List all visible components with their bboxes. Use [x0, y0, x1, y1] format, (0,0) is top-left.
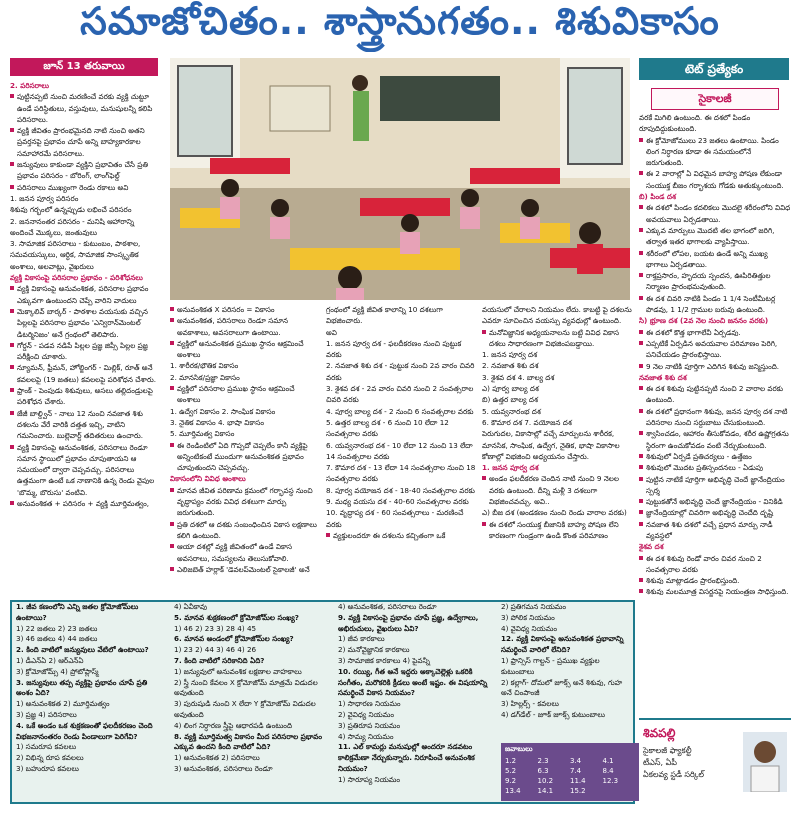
quiz-question: 1. జీవ కణంలోని ఎన్ని జతల క్రోమోజోమ్‌లు ఉంటాయి? [16, 602, 139, 622]
text-line: అండం ఫలదీకరణ చెందిన నాటి నుంచి 9 నెలల వరకు ఉంటుంది. దీన్ని మళ్లీ 3 దశలుగా విభజించవచ్చు. అవి.. [482, 473, 632, 507]
quiz-option: 1) ఫ్రాన్సిస్ గాల్టన్ - ప్రముఖ వ్యక్తుల కుటుంబాలు [501, 655, 600, 676]
answer-item: 12.3 [602, 777, 619, 785]
text-line: 2. నవజాత శిశు దశ - పుట్టుక నుంచి 2వ వారం చివరి వరకు [326, 361, 475, 382]
text-line: 2. మానసిక/ప్రజ్ఞా వికాసం [170, 372, 240, 382]
text-line: వయసులో చేరాలని నియమం లేదు. కాబట్టి పై దశలను ఎవరూ సూచించిన వయస్సు వ్యవధుల్లో ఉంటుంది. [482, 305, 632, 326]
answer-item: 1.2 [505, 757, 517, 765]
text-line: 9. మధ్య వయసు దశ - 40-60 సంవత్సరాల వరకు [326, 497, 469, 507]
text-line: ఈ రెండింటిలో ఏది గొప్పదో చెప్పలేం కానీ వ్యక్తిపై అన్నింటికంటే ముందుగా అనువంశికత ప్రభావం చూపుతుందని చెప్పవచ్చు. [170, 440, 320, 474]
quiz-option: 3) పురుషుడి నుంచి X లేదా Y క్రోమోజోమ్ విడుదల అవుతుంది [174, 699, 316, 719]
text-line: రాక్తప్రసారం, హృదయ స్పందన, ఊపిరితిత్తుల నిర్మాణం ప్రారంభమవుతుంది. [639, 270, 791, 293]
quiz-question: 9. వ్యక్తి వికాసంపై ప్రభావం చూపే ప్రజ్ఞ, ఉద్వేగాలు, అభిరుచులు, వైఖరులు ఏవి? [338, 612, 479, 633]
text-line: 10. వృద్ధాప్య దశ - 60 సంవత్సరాలు - మరణించే వరకు [326, 508, 464, 529]
quiz-question: 11. ఎల్ కామర్లు మనుషుల్లో అందరూ నడవటం కాలిక్రమేణా నేర్చుకున్నారు. నిరూపించే అనువంశిక నియమం? [338, 742, 475, 773]
quiz-column-4 [501, 602, 631, 740]
quiz-option: 1) అనువంశికత 2) మూర్తిమత్వం [16, 699, 110, 709]
author-institute: ఏకలవ్య స్టడీ సర్కిల్ [643, 770, 705, 779]
text-line: పుట్టుకతోనే అభివృద్ధి చెందే జ్ఞానేంద్రియం - వినికిడి [639, 496, 791, 507]
quiz-question: 8. వ్యక్తి మూర్తిమత్వ వికాసం మీద పరిసరాల ప్రభావం ఎక్కువ ఉందని కింది వాటిలో ఏది? [174, 731, 323, 752]
text-line: శిశువులో ఏర్పడే ప్రతిచర్యలు - ఉత్తేజం [639, 451, 791, 462]
quiz-question: 10. రయ్యి, గీత అనే ఇద్దరు అక్కాచెల్లెళ్లు ఒకరికి సంగీతం, మరొకరికి క్రీడలు అంటే ఇష్టం. ఈ విషయాన్ని సమర్థించే వికాస నియమం? [338, 666, 488, 698]
text-line: ఈ దశ శిశువు రెండో వారం చివర నుంచి 2 సంవత్సరాల వరకు [639, 553, 791, 576]
quiz-option: 1) సారూప్య నియమం [338, 774, 401, 784]
text-line: 4. పూర్వ బాల్య దశ - 2 నుంచి 6 సంవత్సరాల వరకు [326, 406, 474, 416]
quiz-option: 1) సమరూప కవలలు [16, 742, 77, 752]
answer-item: 11.4 [570, 777, 586, 785]
text-line: వ్యక్తి వికాసంపై అనువంశికత, పరిసరాల ప్రభావం ఎక్కువగా ఉంటుందని చెప్పే వారిని వాదులు [10, 283, 160, 306]
psychology-title: సైకాలజీ [651, 88, 779, 110]
text-line: 5. మూర్తిమత్వ వికాసం [170, 429, 235, 439]
column-prenatal [482, 304, 632, 596]
quiz-option: 3) 46 జతలు 4) 44 జతలు [16, 634, 98, 644]
answer-item: 3.4 [570, 757, 582, 765]
quiz-option: 2) ప్రతిగమన నియమం [501, 602, 567, 611]
quiz-column-2 [174, 602, 328, 798]
text-line: వ్యక్తులందరూ ఈ దశలను కచ్చితంగా ఒకే [326, 530, 476, 541]
text-line: జన్యువులు కాకుండా వ్యక్తిని ప్రభావితం చేసే ప్రతి ప్రభావం పరిసరం - బోరింగ్, లాంగ్‌ఫెల్డ్ [10, 159, 160, 182]
quiz-option: 2) స్త్రీ నుంచి కేవలం X క్రోమోజోమ్ మాత్రమే విడుదల అవుతుంది [174, 677, 318, 698]
text-line: 1. జనన పూర్వ పరిసరం [10, 193, 79, 203]
quiz-option: 1) డీఎన్ఏ 2) ఆర్ఎన్ఏ [16, 655, 84, 665]
quiz-option: 1) అనువంశికత 2) పరిసరాలు [174, 753, 260, 763]
quiz-option: 4) వైవిధ్య నియమం [501, 623, 558, 633]
author-place: టీఎస్, ఏపీ [643, 758, 677, 767]
text-line: 3. శైశవ దశ 4. బాల్య దశ [482, 372, 555, 382]
text-line: వ్యక్తిలో పరిసరాల ప్రముఖ స్థానం ఆక్రమించే అంశాలు [170, 383, 320, 406]
quiz-option: 2) విభిన్న రూప కవలలు [16, 753, 84, 763]
text-line: ప్రతి దశలో ఆ దశకు సంబంధించిన వికాస లక్షణాలు కలిగి ఉంటుంది. [170, 519, 320, 542]
text-line: 9 నెల నాటికి పూర్తిగా ఎదిగిన శిశువు జన్మిస్తుంది. [639, 361, 791, 372]
tet-special-tag: టెట్ ప్రత్యేకం [639, 58, 789, 80]
text-line: ఆయా దశల్లో వ్యక్తి జీవితంలో ఉండే వికాస అవసరాలు, సమస్యలను తెలుసుకోవాలి. [170, 541, 320, 564]
author-box [639, 718, 791, 802]
subheading: వికాసంలోని వివిధ అంశాలు [170, 474, 246, 484]
text-line: అనువంశికత X పరిసరం = వికాసం [170, 304, 320, 315]
text-line: ఎక్కువ మార్పులు మొదటి తల భాగంలో జరిగి, తర్వాత ఇతర భాగాలకు వ్యాపిస్తాయి. [639, 225, 791, 248]
text-line: 3. శైశవ దశ - 2వ వారం చివరి నుంచి 2 సంవత్సరాల చివరి వరకు [326, 384, 474, 405]
subheading: సి) భ్రూణ దశ (2వ నెల నుంచి జననం వరకు) [639, 316, 769, 326]
column-life-stages [326, 304, 476, 596]
answer-item: 9.2 [505, 777, 517, 785]
quiz-option: 1) 22 జతలు 2) 23 జతలు [16, 623, 98, 633]
text-line: మానవ జీవిత పరిణామ క్రమంలో గర్భావస్థ నుంచి వృద్ధాప్యం వరకు వివిధ దశలుగా మార్పు జరుగుతుంది. [170, 485, 320, 519]
text-line: ఎప్పటికే ఏర్పడిన అవయవాల పరిమాణం పెరిగి, పనిచేయడం ప్రారంభిస్తాయి. [639, 338, 791, 361]
quiz-question: 4. ఒకే అండం ఒక శుక్రకణంతో ఫలదీకరణం చెంది విభజనానంతరం రెండు పిండాలుగా పెరిగేవి? [16, 720, 153, 741]
text-line: 3. నైతిక వికాసం 4. భాషా వికాసం [170, 417, 265, 427]
author-name: శివపల్లి [643, 726, 676, 740]
quiz-column-1 [16, 602, 164, 798]
quiz-option: 3) ప్రతిరూప నియమం [338, 720, 401, 730]
quiz-option: 3) క్రోమోజోమ్స్ 4) ప్రోటోప్లాస్మ్ [16, 666, 99, 676]
quiz-option: 4) డగ్‌డేల్ - జూక్ జూక్స్ కుటుంబాలు [501, 709, 605, 719]
quiz-option: 1) జన్యువులో అనువంశిక లక్షణాల వాహకాలు [174, 666, 302, 676]
quiz-option: 3) బహురూప కవలలు [16, 763, 79, 773]
text-line: వ్యక్తి వికాసంపై అనువంశికత, పరిసరాలు రెండూ సమాన స్థాయిలో ప్రభావం చూపుతాయని ఆ సమయంలో ద్వారా చెప్పవచ్చు. పరిసరాలు ఉత్తమంగా ఉంటే ఒక నాణానికి ఉన్న రెండు వైపుల 'బొమ్మ, బొరుసు' వంటివి. [10, 442, 160, 498]
text-line: 8. పూర్వ వయోజన దశ - 18-40 సంవత్సరాల వరకు [326, 485, 475, 495]
text-line: ఎలిజబెత్ హర్లాక్ 'డెవలప్‌మెంటల్ సైకాలజీ' అనే [170, 564, 320, 575]
quiz-question: 12. వ్యక్తి వికాసంపై అనువంశికత ప్రభావాన్ని సమర్థించే వారిలో లేనిది? [501, 634, 624, 655]
quiz-option: 4) సామ్య నియమం [338, 731, 394, 741]
text-line: 6. యవ్వనారంభ దశ - 10 లేదా 12 నుంచి 13 లేదా 14 సంవత్సరాల వరకు [326, 440, 473, 461]
answer-item: 6.3 [537, 767, 549, 775]
text-line: పుట్టిన నాటికే పూర్తిగా అభివృద్ధి చెందే జ్ఞానేంద్రియం స్పర్శ [639, 474, 791, 497]
text-line: మనోవిజ్ఞానిక అధ్యయనాలను బట్టి వివిధ వికాస దశలు సాధారణంగా విభజింపబడ్డాయి. [482, 327, 632, 350]
quiz-column-3 [338, 602, 496, 798]
subheading: 2. పరిసరాలు [10, 81, 49, 90]
subheading: 1. జనన పూర్వ దశ [482, 463, 539, 473]
subheading: వ్యక్తి వికాసంపై పరిసరాల ప్రభావం - పరిశోధనలు [10, 273, 143, 283]
text-line: ఫ్రాంక్ - పెంపుడు శిశువులు, అసలు తల్లిదండ్రులపై పరిశోధన చేశారు. [10, 385, 160, 408]
text-line: ఎ) బీజ దశ (అండకణం నుంచి రెండు వారాల వరకు) [482, 508, 627, 518]
text-line: 7. కౌమార దశ - 13 లేదా 14 సంవత్సరాల నుంచి 18 సంవత్సరాల వరకు [326, 463, 476, 484]
answer-key [501, 743, 639, 801]
text-line: ఎ) పూర్వ బాల్య దశ [482, 384, 539, 394]
text-line: నవజాత శిశు దశలో వచ్చే ప్రధాన మార్పు నాడీ వ్యవస్థలో [639, 519, 791, 542]
quiz-option: 3) పోలిక నియమం [501, 612, 555, 622]
text-line: 1. జనన పూర్వ దశ - ఫలదీకరణం నుంచి పుట్టుక వరకు [326, 338, 462, 360]
page-headline: సమాజోచితం.. శాస్త్రానుగతం.. శిశువికాసం [80, 0, 720, 43]
text-line: 5. ఉత్తర బాల్య దశ - 6 నుంచి 10 లేదా 12 సంవత్సరాల వరకు [326, 417, 449, 439]
classroom-illustration [170, 58, 630, 300]
classroom-photo [170, 58, 630, 300]
text-line: పరిసరాలు ముఖ్యంగా రెండు రకాలు అవి [10, 182, 160, 193]
text-line: 2. జననానంతర పరిసరం - మనిషి ఆహారాన్ని అందించే మొక్కలు, జంతువులు [10, 216, 135, 237]
answer-grid [501, 757, 639, 795]
text-line: 3. సామాజిక పరిసరాలు - కుటుంబం, పాఠశాల, సమవయస్కులు, ఆర్థిక, సామాజిక సాంస్కృతిక అంశాలు, అలవాట్లు, వైఖరులు [10, 239, 141, 271]
quiz-option: 4) లింగ నిర్ధారణ స్త్రీపై ఆధారపడి ఉంటుంది [174, 720, 293, 730]
quiz-option: 3) హిల్లర్స్ - కవలలు [501, 699, 559, 709]
text-line: 5. యవ్వనారంభ దశ [482, 406, 541, 416]
text-line: పెరుగుదల, వికాసాల్లో వచ్చే మార్పులను శారీరక, మానసిక, సాంఘిక, ఉద్వేగ, నైతిక, భాషా వికాసాల కోణాల్లో విభజించి అధ్యయనం చేస్తారు. [482, 429, 620, 461]
answer-item: 8.4 [602, 767, 614, 775]
text-line: బి) ఉత్తర బాల్య దశ [482, 395, 538, 405]
text-line: ఈ దశలో కొత్త భాగాలేవీ ఏర్పడవు. [639, 327, 791, 338]
text-line: వరకే మిగిలి ఉంటుంది. ఈ దశలో పిండం రూపుదిద్దుకుంటుంది. [639, 113, 751, 134]
text-line: శరీరంలో లోపల, బయట ఉండే అన్ని ముఖ్య భాగాలు ఏర్పడతాయి. [639, 248, 791, 271]
quiz-question: 5. మానవ శుక్రకణంలో క్రోమోజోమ్‌ల సంఖ్య? [174, 612, 299, 622]
quiz-option: 3) అనువంశికత, పరిసరాలు రెండూ [174, 763, 273, 773]
text-line: 2. నవజాత శిశు దశ [482, 361, 539, 371]
text-line: వ్యక్తిలో అనువంశికత ప్రముఖ స్థానం ఆక్రమించే అంశాలు [170, 338, 320, 361]
column-environment [10, 80, 160, 596]
text-line: జేజీ బాల్డ్విన్ - నాలు 12 నుంచి నవజాత శిశు దశలను వేరే వారికి దత్తత ఇచ్చి, వాటిని గమనించారు. బుల్లెవార్ట్ తదితరులు ఉంచారు. [10, 408, 160, 442]
text-line: ఈ 2 వారాల్లో ఏ విధమైన బాహ్య పోషణ లేకుండా సంయుక్త బీజం గర్భాశయ గోడకు అతుక్కుంటుంది. [639, 168, 791, 191]
quiz-question: 7. కింది వాటిలో సరికానిది ఏది? [174, 655, 265, 665]
text-line: 1. ఉద్వేగ వికాసం 2. సాంఘిక వికాసం [170, 406, 276, 416]
text-line: గ్రంథంలో వ్యక్తి జీవిత కాలాన్ని 10 దశలుగా విభజించారు. [326, 305, 443, 326]
text-line: 6. కౌమార దశ 7. వయోజన దశ [482, 417, 572, 427]
quiz-option: 1) 46 2) 23 3) 28 4) 45 [174, 623, 257, 633]
text-line: పుట్టినప్పటి నుంచి మరణించే వరకు వ్యక్తి చుట్టూ ఉండే పరిస్థితులు, వస్తువులు, మనుషులన్నీ కలిపి పరిసరాలు. [10, 91, 160, 125]
text-line: ఈ క్రోమోజోములు 23 జతలు ఉంటాయి. పిండం లింగ నిర్ధారణ కూడా ఈ సమయంలోనే జరుగుతుంది. [639, 135, 791, 169]
subheading: నవజాత శిశు దశ [639, 372, 687, 382]
text-line: న్యూమన్, ఫ్రీమన్, హోల్జింగర్ - మిల్లిక్, రూత్ అనే కవలలపై (19 జతలు) కవలలపై పరిశోధన చేశారు. [10, 362, 160, 385]
answer-item: 5.2 [505, 767, 517, 775]
subheading: బి) పిండ దశ [639, 192, 676, 202]
quiz-option: 3) సామాజిక కారకాలు 4) పైవన్నీ [338, 655, 431, 665]
answer-item: 7.4 [570, 767, 582, 775]
text-line: శిశువు మాట్లాడడం ప్రారంభిస్తుంది. [639, 575, 791, 586]
answer-item: 13.4 [505, 787, 521, 795]
author-photo [743, 732, 787, 792]
answer-item: 4.1 [602, 757, 614, 765]
text-line: శిశువులో మొదట ప్రతిస్పందనలు - ఏడుపు [639, 462, 791, 473]
quiz-option: 1) 23 2) 44 3) 46 4) 26 [174, 645, 257, 655]
text-line: శిశువు మలమూత్ర విసర్జనపై నియంత్రణ సాధిస్తుంది. [639, 586, 791, 597]
text-line: శిశువు గర్భంలో ఉన్నప్పుడు లభించే పరిసరం [10, 205, 132, 215]
answer-key-title: జవాబులు [505, 745, 533, 753]
text-line: శ్వాసించడం, ఆహారం తీసుకోవడం, శరీర ఉష్ణోగ్రతను స్థిరంగా ఉంచుకోవడం వంటి నేర్చుకుంటుంది. [639, 428, 791, 451]
answer-item: 15.2 [570, 787, 586, 795]
quiz-option: 1) సాధారణ నియమం [338, 699, 401, 709]
quiz-box [10, 600, 635, 804]
quiz-option: 4) ఏవీకావు [174, 602, 208, 611]
quiz-question: 6. మానవ అండంలో క్రోమోజోమ్‌ల సంఖ్య? [174, 634, 294, 644]
column-psychology [639, 112, 791, 712]
quiz-option: 1) జీవ కారకాలు [338, 634, 385, 644]
text-line: అనువంశికత + పరిసరం + వ్యక్తి మూర్తిమత్వం, [10, 498, 160, 509]
text-line: ఈ దశలో పిండం కదలికలు మొదలై శరీరంలోని వివిధ అవయవాలు ఏర్పడతాయి. [639, 202, 791, 225]
column-development [170, 304, 320, 596]
author-role: సైకాలజీ ఫ్యాకల్టీ [643, 746, 692, 755]
continued-tag: జూన్ 13 తరువాయి [10, 58, 158, 76]
quiz-option: 4) అనువంశికత, పరిసరాలు రెండూ [338, 602, 437, 611]
quiz-option: 2) వైవిధ్య నియమం [338, 709, 395, 719]
quiz-option: 3) ప్రజ్ఞ 4) పరిసరాలు [16, 709, 77, 719]
text-line: గోర్డన్ - పడవ నడిపే పిల్లల ప్రజ్ఞ జిప్సీ పిల్లల ప్రజ్ఞ పరీక్షించి చూశారు. [10, 340, 160, 363]
quiz-option: 2) మనోవైజ్ఞానిక కారకాలు [338, 645, 410, 655]
quiz-option: 2) కల్లాగ్- దోమలో జూక్స్ అనే శిశువు, గుహ అనే చింపాంజీ [501, 677, 623, 698]
text-line: ఈ దశ శిశువు పుట్టినప్పటి నుంచి 2 వారాల వరకు ఉంటుంది. [639, 383, 791, 406]
text-line: ఈ దశ చివరి నాటికి పిండం 1 1/4 సెంటీమీటర్ల పొడవు, 1 1/2 గ్రాముల బరువు ఉంటుంది. [639, 293, 791, 316]
text-line: వ్యక్తి జీవితం ప్రారంభమైనది నాటి నుంచి అతని ప్రవర్తనపై ప్రభావం చూపే అన్ని బాహ్యకారకాల సమాహారమే పరిసరాలు. [10, 125, 160, 159]
answer-item: 14.1 [537, 787, 554, 795]
text-line: అవి [326, 327, 337, 337]
text-line: 1. శారీరక/భౌతిక వికాసం [170, 361, 239, 371]
quiz-question: 3. జన్యువులు తప్ప వ్యక్తిపై ప్రభావం చూపే ప్రతి అంశం ఏది? [16, 677, 148, 698]
quiz-question: 2. కింది వాటిలో జన్యువులు వేటిలో ఉంటాయి? [16, 645, 149, 655]
answer-item: 10.2 [537, 777, 554, 785]
text-line: ఈ దశలో ప్రధానంగా శిశువు, జనన పూర్వ దశ నాటి పరిసరాల నుంచి సర్దుబాటు చేసుకుంటుంది. [639, 406, 791, 429]
text-line: 1. జనన పూర్వ దశ [482, 350, 538, 360]
text-line: అనువంశికత, పరిసరాలు రెండూ సమాన అవకాశాలు, అవసరాలుగా ఉంటాయి. [170, 315, 320, 338]
answer-item: 2.3 [537, 757, 549, 765]
text-line: జ్ఞానేంద్రియాల్లో చివరిగా అభివృద్ధి చెందేది దృష్టి [639, 507, 791, 518]
subheading: శైశవ దశ [639, 542, 664, 552]
text-line: మెక్కాలివ్ బార్కర్ - పాఠశాల వయసుకు వచ్చిన పిల్లలపై పరిసరాల ప్రభావం 'ఎన్విరాన్‌మెంటల్ డిటర్మినిజం' అనే గ్రంథంలో తెలిపారు. [10, 306, 160, 340]
text-line: ఈ దశలో సంయుక్త బీజానికి బాహ్య పోషణ లేని కారణంగా గుండ్రంగా ఉండి కొంత పరిమాణం [482, 519, 632, 542]
